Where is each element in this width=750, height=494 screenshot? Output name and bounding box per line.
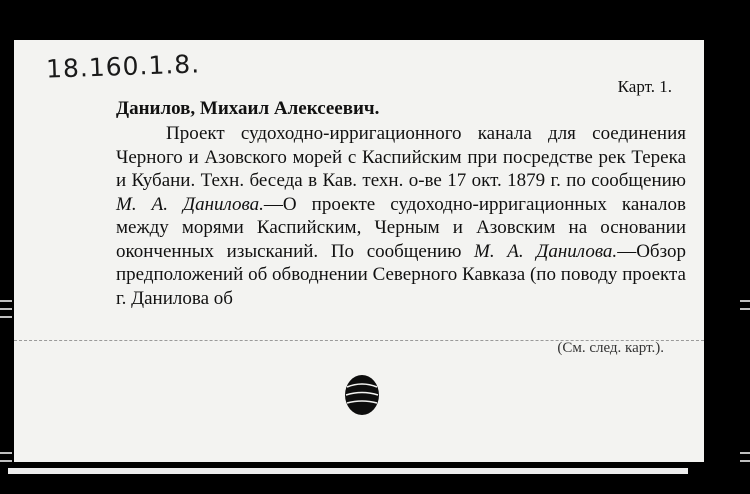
- film-perforation: [0, 308, 12, 310]
- film-perforation: [740, 308, 750, 310]
- punch-hole-icon: [343, 373, 381, 417]
- film-perforation: [740, 300, 750, 302]
- author-reference: М. А. Данилова.: [116, 193, 264, 215]
- description-text: —О проекте судоходно-ирригационных каналов между морями Каспийским, Черным и Азовским на основании оконченных изысканий. По сообщению: [116, 193, 686, 262]
- film-strip-bar: [8, 468, 688, 474]
- film-perforation: [0, 452, 12, 454]
- film-border-left: [0, 40, 14, 494]
- continuation-note: (См. след. карт.).: [557, 340, 664, 356]
- description-text: —Обзор предположений об обводнении Северного Кавказа (по поводу проекта г. Данилова об: [116, 240, 686, 309]
- author-reference: М. А. Данилова.: [474, 240, 618, 262]
- film-border-right: [704, 40, 750, 494]
- card-number: Карт. 1.: [617, 77, 672, 96]
- catalog-card: [14, 40, 704, 462]
- film-perforation: [0, 316, 12, 318]
- description-text: Проект судоходно-ирригационного канала для соединения Черного и Азовского морей с Каспийским при посредстве рек Терека и Кубани. Техн. беседа в Кав. техн. о-ве 17 окт. 1879 г. по сообщению: [116, 123, 686, 191]
- film-border-bottom: [0, 462, 750, 494]
- author-heading: Данилов, Михаил Алексеевич.: [116, 98, 380, 119]
- film-perforation: [0, 300, 12, 302]
- film-perforation: [740, 452, 750, 454]
- card-description: [116, 122, 686, 310]
- call-number: 18.160.1.8.: [45, 49, 201, 84]
- film-border-top: [0, 0, 750, 40]
